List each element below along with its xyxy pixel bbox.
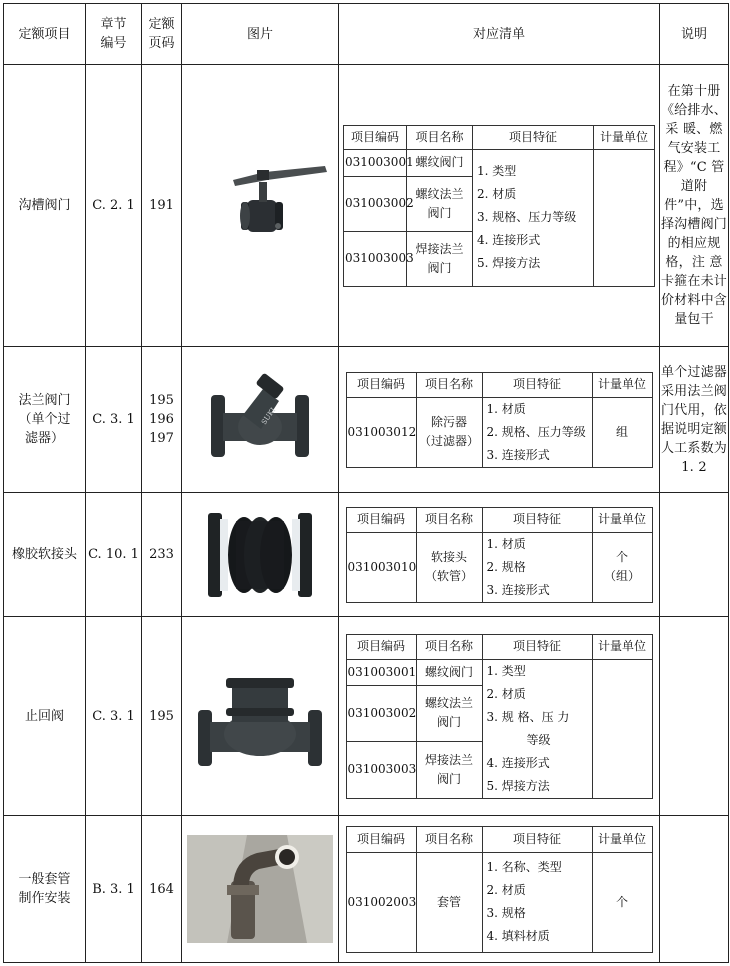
feature-line: 2. 材质 bbox=[477, 187, 517, 201]
row-page: 233 bbox=[142, 493, 182, 617]
feature-line: 2. 材质 bbox=[486, 883, 526, 897]
list-unit-l2: （组） bbox=[603, 569, 640, 583]
row-item: 橡胶软接头 bbox=[4, 493, 86, 617]
sub-header-unit: 计量单位 bbox=[592, 634, 652, 659]
sub-header-unit: 计量单位 bbox=[592, 507, 652, 532]
list-name-l1: 螺纹法兰 bbox=[415, 186, 464, 201]
row-page: 195 bbox=[142, 617, 182, 816]
y-strainer-photo bbox=[182, 347, 339, 493]
list-name-l1: 螺纹法兰 bbox=[424, 696, 473, 711]
list-unit: 组 bbox=[592, 397, 652, 467]
list-name bbox=[407, 176, 473, 231]
feature-line: 4. 填料材质 bbox=[486, 929, 550, 943]
list-unit-l1: 个 bbox=[615, 550, 628, 564]
list-name bbox=[416, 742, 482, 798]
list-code: 031003003 bbox=[344, 231, 407, 286]
header-list: 对应清单 bbox=[339, 4, 660, 65]
list-code: 031003010 bbox=[346, 532, 416, 602]
table-row bbox=[4, 816, 729, 963]
list-features bbox=[473, 149, 594, 286]
feature-line: 等级 bbox=[526, 732, 551, 747]
list-cell bbox=[339, 65, 660, 347]
feature-line: 5. 焊接方法 bbox=[486, 778, 550, 793]
feature-line: 3. 规 格、压 力 bbox=[486, 709, 570, 724]
sub-header-feature: 项目特征 bbox=[482, 634, 592, 659]
header-note: 说明 bbox=[660, 4, 729, 65]
sub-header-name: 项目名称 bbox=[416, 634, 482, 659]
feature-line: 4. 连接形式 bbox=[477, 233, 541, 247]
row-item-l1: 一般套管 bbox=[18, 872, 71, 887]
row-chapter: B. 3. 1 bbox=[86, 816, 142, 963]
sub-header-feature: 项目特征 bbox=[473, 125, 594, 149]
feature-line: 3. 连接形式 bbox=[486, 582, 550, 597]
row-chapter: C. 10. 1 bbox=[86, 493, 142, 617]
header-chapter-l2: 编号 bbox=[100, 36, 127, 51]
list-name bbox=[407, 231, 473, 286]
row-page: 164 bbox=[142, 816, 182, 963]
row-chapter: C. 2. 1 bbox=[86, 65, 142, 347]
row-item: 止回阀 bbox=[4, 617, 86, 816]
quota-table bbox=[3, 3, 729, 963]
list-table bbox=[346, 372, 653, 468]
table-row bbox=[4, 617, 729, 816]
row-note bbox=[660, 617, 729, 816]
row-chapter: C. 3. 1 bbox=[86, 617, 142, 816]
row-note: 单个过滤器采用法兰阀门代用，依 据说明定额人工系数为 1. 2 bbox=[660, 347, 729, 493]
row-note bbox=[660, 816, 729, 963]
check-valve-photo bbox=[182, 617, 339, 816]
list-name: 螺纹阀门 bbox=[416, 659, 482, 685]
row-note bbox=[660, 493, 729, 617]
list-name bbox=[416, 397, 482, 467]
list-name-l1: 焊接法兰 bbox=[424, 752, 473, 767]
row-item-l2: 制作安装 bbox=[18, 891, 71, 906]
list-features bbox=[482, 532, 592, 602]
list-features bbox=[482, 852, 592, 952]
feature-line: 2. 材质 bbox=[486, 686, 526, 701]
feature-line: 3. 连接形式 bbox=[486, 447, 550, 462]
table-row bbox=[4, 65, 729, 347]
sub-header-name: 项目名称 bbox=[407, 125, 473, 149]
sub-header-code: 项目编码 bbox=[346, 372, 416, 397]
header-chapter bbox=[86, 4, 142, 65]
list-name-l2: （过滤器） bbox=[418, 434, 479, 448]
list-name-l2: 阀门 bbox=[436, 771, 461, 786]
list-unit bbox=[594, 149, 655, 286]
feature-line: 1. 材质 bbox=[486, 536, 526, 551]
sub-header-feature: 项目特征 bbox=[482, 372, 592, 397]
list-table bbox=[346, 634, 653, 799]
sub-header-feature: 项目特征 bbox=[482, 507, 592, 532]
feature-line: 3. 规格 bbox=[486, 906, 526, 920]
list-name bbox=[416, 532, 482, 602]
sub-header-feature: 项目特征 bbox=[482, 826, 592, 852]
list-unit: 个 bbox=[592, 852, 652, 952]
feature-line: 3. 规格、压力等级 bbox=[477, 210, 577, 224]
feature-line: 2. 规格 bbox=[486, 559, 526, 574]
list-name-l2: 阀门 bbox=[427, 260, 452, 275]
list-code: 031003001 bbox=[344, 149, 407, 176]
row-item bbox=[4, 347, 86, 493]
list-unit bbox=[592, 532, 652, 602]
table-row bbox=[4, 493, 729, 617]
header-page-l1: 定额 bbox=[148, 17, 175, 32]
list-name-l1: 除污器 bbox=[430, 415, 467, 429]
sub-header-code: 项目编码 bbox=[344, 125, 407, 149]
row-page-line: 197 bbox=[149, 431, 174, 446]
table-row bbox=[4, 347, 729, 493]
list-features bbox=[482, 659, 592, 798]
sub-header-name: 项目名称 bbox=[416, 507, 482, 532]
row-page-line: 195 bbox=[149, 393, 174, 408]
sub-header-code: 项目编码 bbox=[346, 826, 416, 852]
table-header-row bbox=[4, 4, 729, 65]
list-name-l1: 软接头 bbox=[430, 550, 467, 564]
list-name-l2: 阀门 bbox=[427, 205, 452, 220]
header-picture: 图片 bbox=[182, 4, 339, 65]
row-page bbox=[142, 347, 182, 493]
list-name-l1: 焊接法兰 bbox=[415, 241, 464, 256]
list-cell bbox=[339, 816, 660, 963]
list-name-l2: （软管） bbox=[424, 569, 473, 583]
groove-valve-photo bbox=[182, 65, 339, 347]
list-table bbox=[346, 826, 653, 953]
row-item-l3: 滤器） bbox=[24, 431, 64, 446]
row-note: 在第十册《给排水、采 暖、燃气安装工程》“C 管道附件”中，选 择沟槽阀门的相应规格，注 意卡箍在未计价材料中含量包干 bbox=[660, 65, 729, 347]
feature-line: 1. 材质 bbox=[486, 401, 526, 416]
feature-line: 5. 焊接方法 bbox=[477, 256, 541, 270]
sub-header-name: 项目名称 bbox=[416, 372, 482, 397]
list-code: 031003001 bbox=[346, 659, 416, 685]
list-code: 031003002 bbox=[346, 685, 416, 741]
list-name bbox=[416, 685, 482, 741]
row-item-l2: （单个过 bbox=[18, 412, 71, 427]
feature-line: 1. 名称、类型 bbox=[486, 860, 562, 874]
list-name: 套管 bbox=[416, 852, 482, 952]
header-chapter-l1: 章节 bbox=[100, 17, 127, 32]
row-chapter: C. 3. 1 bbox=[86, 347, 142, 493]
header-item: 定额项目 bbox=[4, 4, 86, 65]
sub-header-code: 项目编码 bbox=[346, 634, 416, 659]
svg-text:SUKI: SUKI bbox=[260, 405, 278, 426]
list-code: 031003012 bbox=[346, 397, 416, 467]
row-page: 191 bbox=[142, 65, 182, 347]
sub-header-code: 项目编码 bbox=[346, 507, 416, 532]
list-code: 031003002 bbox=[344, 176, 407, 231]
list-name-l2: 阀门 bbox=[436, 715, 461, 730]
feature-line: 1. 类型 bbox=[486, 663, 526, 678]
sub-header-unit: 计量单位 bbox=[592, 826, 652, 852]
header-page bbox=[142, 4, 182, 65]
sleeve-photo bbox=[182, 816, 339, 963]
row-page-line: 196 bbox=[149, 412, 174, 427]
feature-line: 1. 类型 bbox=[477, 164, 517, 178]
feature-line: 4. 连接形式 bbox=[486, 755, 550, 770]
sub-header-unit: 计量单位 bbox=[592, 372, 652, 397]
list-name: 螺纹阀门 bbox=[407, 149, 473, 176]
list-table bbox=[343, 125, 655, 287]
list-cell bbox=[339, 347, 660, 493]
list-cell bbox=[339, 493, 660, 617]
list-unit bbox=[592, 659, 652, 798]
row-item bbox=[4, 816, 86, 963]
header-page-l2: 页码 bbox=[148, 36, 175, 51]
list-table bbox=[346, 507, 653, 603]
list-code: 031003003 bbox=[346, 742, 416, 798]
row-item-l1: 法兰阀门 bbox=[18, 393, 71, 408]
row-item: 沟槽阀门 bbox=[4, 65, 86, 347]
sub-header-unit: 计量单位 bbox=[594, 125, 655, 149]
list-features bbox=[482, 397, 592, 467]
sub-header-name: 项目名称 bbox=[416, 826, 482, 852]
rubber-joint-photo bbox=[182, 493, 339, 617]
feature-line: 2. 规格、压力等级 bbox=[486, 424, 586, 439]
list-code: 031002003 bbox=[346, 852, 416, 952]
list-cell bbox=[339, 617, 660, 816]
